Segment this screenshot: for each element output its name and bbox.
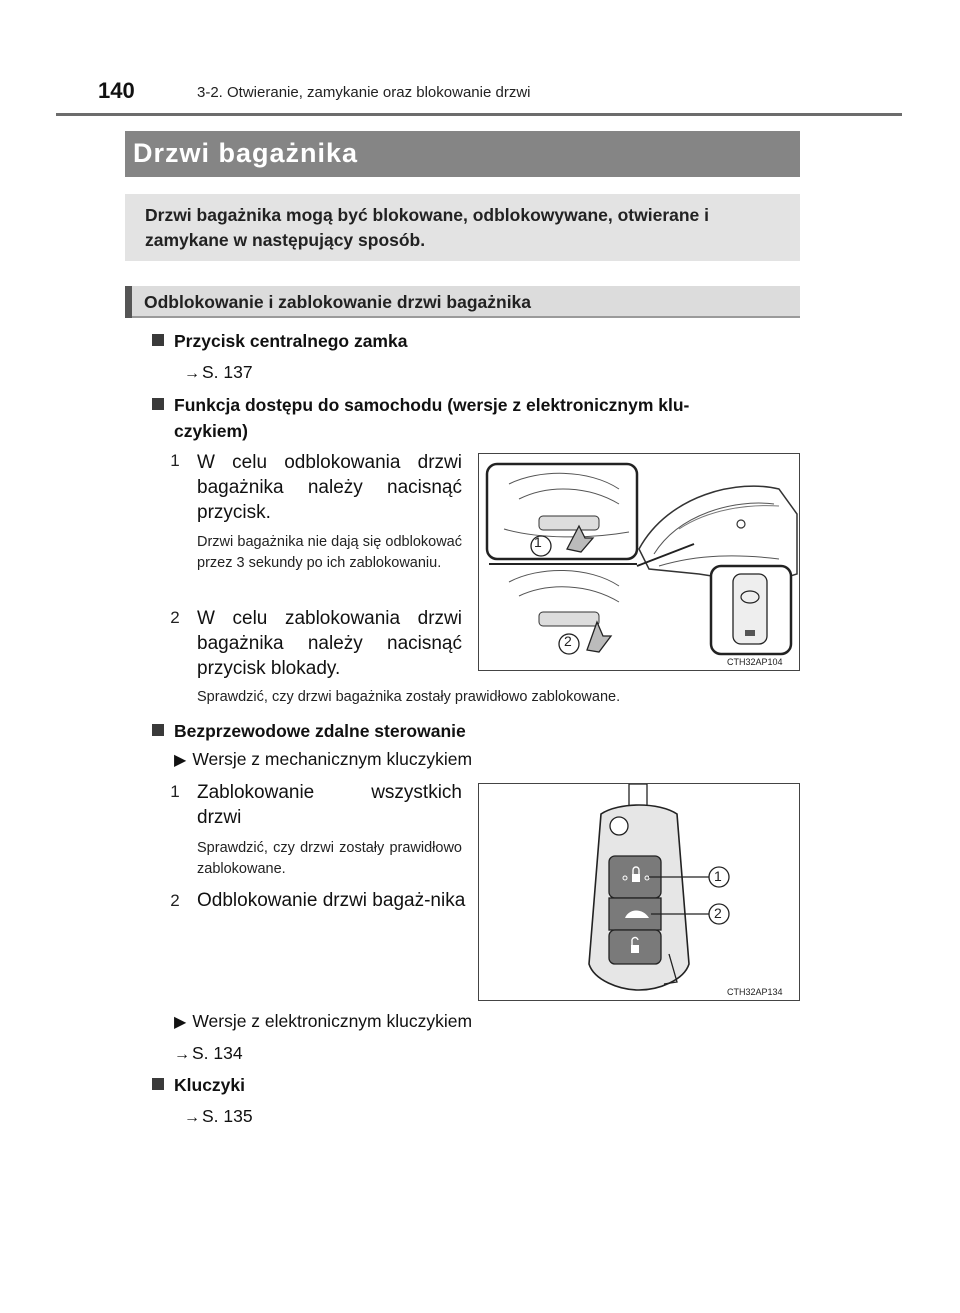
ref-electronic-key[interactable] bbox=[174, 1043, 243, 1064]
ref-electronic-key-text: S. 134 bbox=[192, 1043, 243, 1063]
heading-central-lock-text: Przycisk centralnego zamka bbox=[174, 331, 408, 351]
remote-key-illustration bbox=[479, 784, 799, 1000]
header-rule bbox=[56, 113, 902, 116]
ref-keys[interactable] bbox=[184, 1106, 253, 1127]
wireless-step1-text: Zablokowanie wszystkich drzwi bbox=[197, 782, 462, 828]
heading-keys-text: Kluczyki bbox=[174, 1075, 245, 1095]
subsection-title: Odblokowanie i zablokowanie drzwi bagażnika bbox=[144, 292, 532, 312]
section-title: Drzwi bagażnika bbox=[133, 138, 359, 168]
callout-2: 2 bbox=[564, 633, 572, 649]
callout-1: 1 bbox=[534, 534, 542, 550]
heading-keys bbox=[152, 1072, 245, 1098]
heading-smart-access-line1: Funkcja dostępu do samochodu (wersje z elektronicznym klu- bbox=[174, 395, 690, 415]
figure-code: CTH32AP134 bbox=[727, 987, 783, 997]
triangle-bullet-icon: ▶ bbox=[174, 752, 187, 769]
step2-note: Sprawdzić, czy drzwi bagażnika zostały prawidłowo zablokowane. bbox=[197, 689, 621, 705]
heading-wireless bbox=[152, 718, 466, 744]
step-number-1: 1 bbox=[170, 451, 180, 470]
tailgate-illustration bbox=[479, 454, 799, 670]
square-bullet-icon bbox=[152, 398, 164, 410]
ref-central-lock-text: S. 137 bbox=[202, 362, 253, 382]
step1-text: W celu odblokowania drzwi bagażnika należy nacisnąć przycisk. bbox=[197, 452, 462, 523]
label-mechanical-key-text: Wersje z mechanicznym kluczykiem bbox=[192, 749, 473, 769]
step-number-2: 2 bbox=[170, 608, 180, 627]
label-mechanical-key bbox=[174, 749, 472, 770]
arrow-right-icon: → bbox=[184, 365, 200, 382]
step-number-2: 2 bbox=[170, 891, 180, 910]
label-electronic-key-text: Wersje z elektronicznym kluczykiem bbox=[192, 1011, 473, 1031]
figure-code: CTH32AP104 bbox=[727, 657, 783, 667]
arrow-right-icon: → bbox=[184, 1109, 200, 1126]
wireless-step2-text: Odblokowanie drzwi bagaż-nika bbox=[197, 890, 466, 911]
callout-1: 1 bbox=[714, 868, 722, 884]
running-head: 3-2. Otwieranie, zamykanie oraz blokowanie drzwi bbox=[197, 84, 531, 101]
figure-tailgate bbox=[478, 453, 800, 671]
intro-box bbox=[125, 194, 800, 261]
page-number: 140 bbox=[98, 78, 135, 103]
arrow-right-icon: → bbox=[174, 1046, 190, 1063]
heading-smart-access bbox=[152, 392, 802, 418]
wireless-step1-note: Sprawdzić, czy drzwi zostały prawidłowo zablokowane. bbox=[197, 840, 462, 877]
callout-2: 2 bbox=[714, 905, 722, 921]
heading-central-lock bbox=[152, 328, 407, 354]
intro-text: Drzwi bagażnika mogą być blokowane, odblokowywane, otwierane i zamykane w następujący sposób. bbox=[145, 205, 710, 250]
square-bullet-icon bbox=[152, 334, 164, 346]
heading-wireless-text: Bezprzewodowe zdalne sterowanie bbox=[174, 721, 466, 741]
square-bullet-icon bbox=[152, 724, 164, 736]
figure-remote-key bbox=[478, 783, 800, 1001]
heading-smart-access-line2: czykiem) bbox=[174, 421, 248, 441]
step-number-1: 1 bbox=[170, 782, 180, 801]
subsection-bar bbox=[125, 286, 800, 318]
label-electronic-key bbox=[174, 1011, 472, 1032]
ref-keys-text: S. 135 bbox=[202, 1106, 253, 1126]
section-title-bar bbox=[125, 131, 800, 177]
square-bullet-icon bbox=[152, 1078, 164, 1090]
triangle-bullet-icon: ▶ bbox=[174, 1014, 187, 1031]
step2-text: W celu zablokowania drzwi bagażnika należy nacisnąć przycisk blokady. bbox=[197, 608, 462, 679]
step1-note: Drzwi bagażnika nie dają się odblokować przez 3 sekundy po ich zablokowaniu. bbox=[197, 534, 462, 571]
subsection-marker bbox=[125, 286, 132, 318]
ref-central-lock[interactable] bbox=[184, 362, 253, 383]
